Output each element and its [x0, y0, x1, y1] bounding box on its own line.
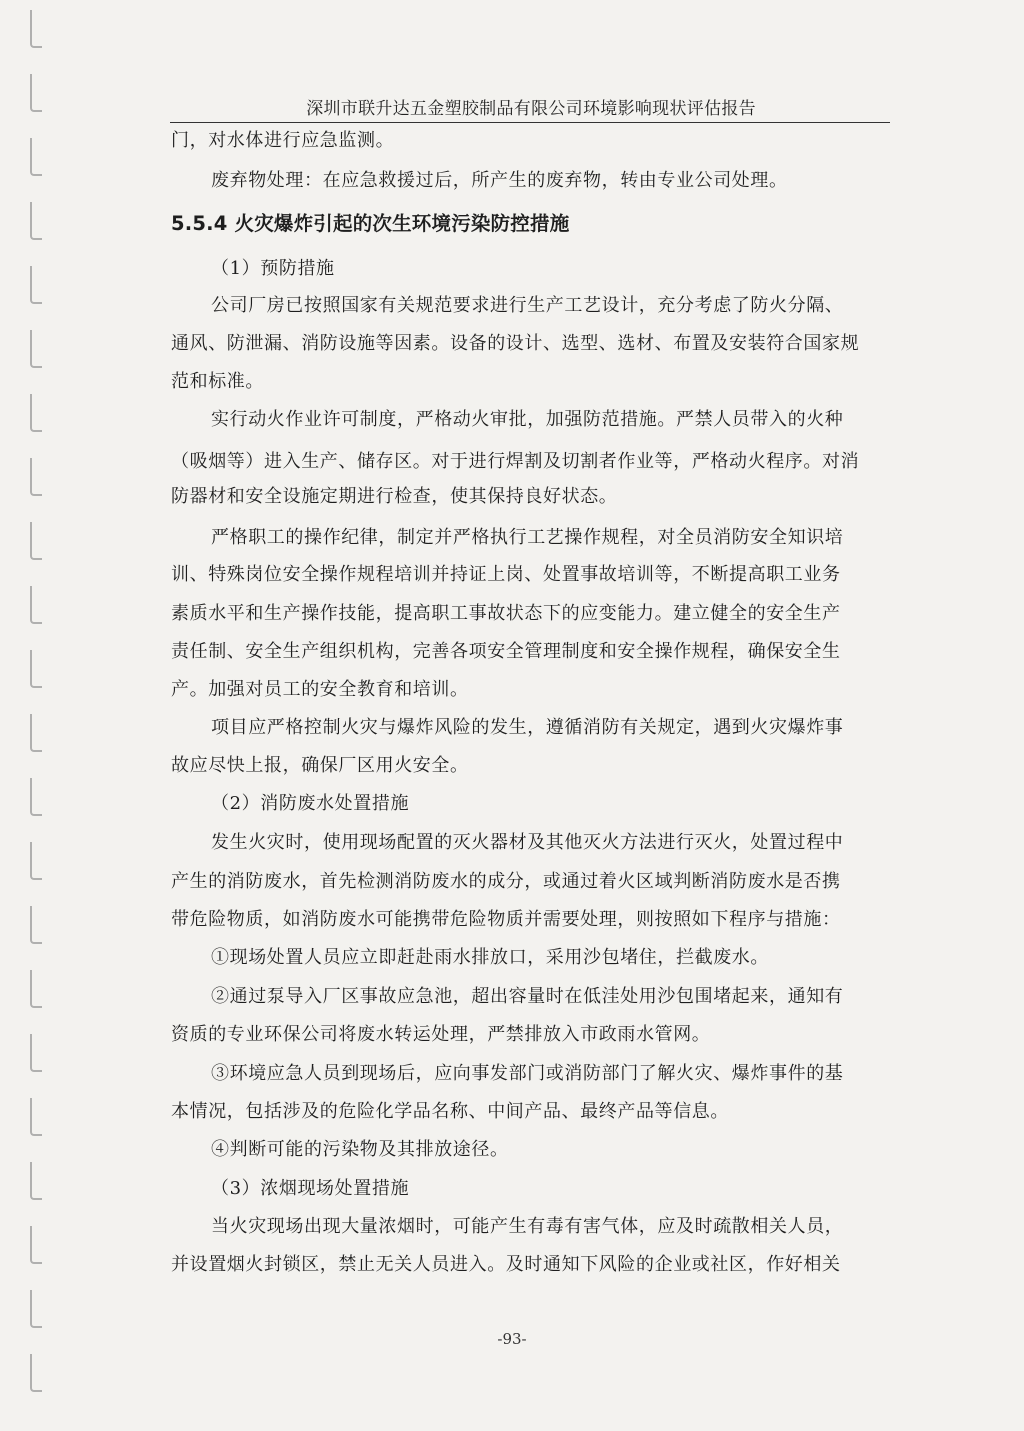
binding-mark — [30, 1226, 42, 1264]
binding-mark — [30, 650, 42, 688]
text-line: 实行动火作业许可制度，严格动火审批，加强防范措施。严禁人员带入的火种 — [211, 409, 844, 430]
text-line: 公司厂房已按照国家有关规范要求进行生产工艺设计，充分考虑了防火分隔、 — [211, 295, 844, 316]
binding-mark — [30, 970, 42, 1008]
text-line: 带危险物质，如消防废水可能携带危险物质并需要处理，则按照如下程序与措施： — [171, 909, 841, 930]
list-item: ①现场处置人员应立即赶赴雨水排放口，采用沙包堵住，拦截废水。 — [211, 947, 769, 968]
subsection-heading: （2）消防废水处置措施 — [211, 793, 410, 814]
text-line: 并设置烟火封锁区，禁止无关人员进入。及时通知下风险的企业或社区，作好相关 — [171, 1254, 841, 1275]
list-item: ③环境应急人员到现场后，应向事发部门或消防部门了解火灾、爆炸事件的基 — [211, 1063, 844, 1084]
subsection-heading: （3）浓烟现场处置措施 — [211, 1178, 410, 1199]
binding-mark — [30, 1162, 42, 1200]
report-title: 深圳市联升达五金塑胶制品有限公司环境影响现状评估报告 — [306, 99, 756, 119]
text-line: 门，对水体进行应急监测。 — [171, 130, 395, 151]
text-line: 产。加强对员工的安全教育和培训。 — [171, 679, 469, 700]
text-line: 产生的消防废水，首先检测消防废水的成分，或通过着火区域判断消防废水是否携 — [171, 871, 841, 892]
text-line: 当火灾现场出现大量浓烟时，可能产生有毒有害气体，应及时疏散相关人员， — [211, 1216, 844, 1237]
text-line: 训、特殊岗位安全操作规程培训并持证上岗、处置事故培训等，不断提高职工业务 — [171, 564, 841, 585]
text-line: 资质的专业环保公司将废水转运处理，严禁排放入市政雨水管网。 — [171, 1024, 711, 1045]
text-line: 范和标准。 — [171, 371, 264, 392]
binding-mark — [30, 458, 42, 496]
binding-mark — [30, 778, 42, 816]
list-item: ④判断可能的污染物及其排放途径。 — [211, 1139, 509, 1160]
binding-mark — [30, 714, 42, 752]
text-line: 防器材和安全设施定期进行检查，使其保持良好状态。 — [171, 486, 618, 507]
binding-mark — [30, 522, 42, 560]
binding-mark — [30, 10, 42, 48]
text-line: 发生火灾时，使用现场配置的灭火器材及其他灭火方法进行灭火，处置过程中 — [211, 832, 844, 853]
binding-mark — [30, 1290, 42, 1328]
text-line: 废弃物处理：在应急救援过后，所产生的废弃物，转由专业公司处理。 — [211, 170, 788, 191]
page-header — [170, 94, 890, 123]
text-line: 严格职工的操作纪律，制定并严格执行工艺操作规程，对全员消防安全知识培 — [211, 527, 844, 548]
binding-mark — [30, 586, 42, 624]
page-number: -93- — [497, 1330, 527, 1348]
binding-mark — [30, 202, 42, 240]
binding-marks — [30, 0, 44, 1431]
binding-mark — [30, 394, 42, 432]
binding-mark — [30, 138, 42, 176]
binding-mark — [30, 74, 42, 112]
text-line: 项目应严格控制火灾与爆炸风险的发生，遵循消防有关规定，遇到火灾爆炸事 — [211, 717, 844, 738]
list-item: ②通过泵导入厂区事故应急池，超出容量时在低洼处用沙包围堵起来，通知有 — [211, 986, 844, 1007]
subsection-heading: （1）预防措施 — [211, 258, 335, 279]
binding-mark — [30, 1354, 42, 1392]
text-line: 素质水平和生产操作技能，提高职工事故状态下的应变能力。建立健全的安全生产 — [171, 603, 841, 624]
binding-mark — [30, 1098, 42, 1136]
section-heading: 5.5.4 火灾爆炸引起的次生环境污染防控措施 — [171, 212, 570, 235]
text-line: 故应尽快上报，确保厂区用火安全。 — [171, 755, 469, 776]
binding-mark — [30, 330, 42, 368]
binding-mark — [30, 842, 42, 880]
text-line: （吸烟等）进入生产、储存区。对于进行焊割及切割者作业等，严格动火程序。对消 — [171, 451, 860, 472]
text-line: 本情况，包括涉及的危险化学品名称、中间产品、最终产品等信息。 — [171, 1101, 729, 1122]
binding-mark — [30, 1034, 42, 1072]
binding-mark — [30, 906, 42, 944]
text-line: 责任制、安全生产组织机构，完善各项安全管理制度和安全操作规程，确保安全生 — [171, 641, 841, 662]
text-line: 通风、防泄漏、消防设施等因素。设备的设计、选型、选材、布置及安装符合国家规 — [171, 333, 860, 354]
binding-mark — [30, 266, 42, 304]
